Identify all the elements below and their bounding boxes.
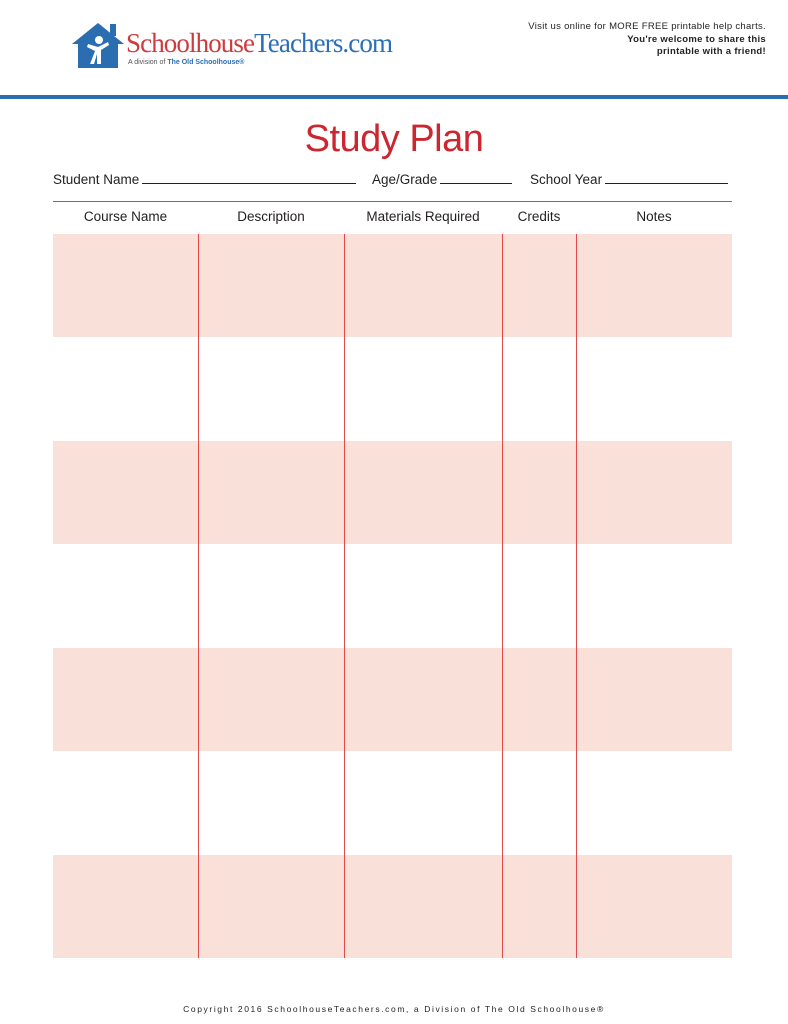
student-name-line[interactable] <box>142 170 356 184</box>
table-row[interactable] <box>53 234 732 337</box>
column-divider <box>502 234 503 958</box>
header-divider <box>0 95 788 99</box>
promo-line-2: You're welcome to share this <box>627 33 766 45</box>
table-header <box>53 209 732 229</box>
school-year-label: School Year <box>530 172 603 187</box>
copyright-footer: Copyright 2016 SchoolhouseTeachers.com, a Division of The Old Schoolhouse® <box>183 1004 605 1014</box>
schoolhouse-icon <box>70 20 126 70</box>
student-name-label: Student Name <box>53 172 140 187</box>
student-name-field[interactable] <box>53 170 356 187</box>
col-header-credits: Credits <box>517 209 561 224</box>
age-grade-line[interactable] <box>440 170 512 184</box>
site-logo[interactable] <box>70 20 430 72</box>
age-grade-field[interactable] <box>372 170 512 187</box>
promo-line-3: printable with a friend! <box>656 46 766 57</box>
table-row[interactable] <box>53 855 732 958</box>
logo-tagline: A division of The Old Schoolhouse® <box>128 59 245 66</box>
promo-text <box>466 21 766 59</box>
study-plan-table <box>53 234 732 958</box>
page-title: Study Plan <box>304 118 484 160</box>
column-divider <box>198 234 199 958</box>
table-row[interactable] <box>53 648 732 751</box>
col-header-course-name: Course Name <box>83 209 168 224</box>
col-header-description: Description <box>237 209 305 224</box>
fields-divider <box>53 201 732 202</box>
column-divider <box>344 234 345 958</box>
promo-line-1: Visit us online for MORE FREE printable help charts. <box>528 21 766 32</box>
logo-wordmark: SchoolhouseTeachers.com <box>126 28 393 58</box>
column-divider <box>576 234 577 958</box>
col-header-notes: Notes <box>636 209 672 224</box>
school-year-field[interactable] <box>530 170 728 187</box>
col-header-materials-required: Materials Required <box>366 209 480 224</box>
age-grade-label: Age/Grade <box>372 172 438 187</box>
table-row[interactable] <box>53 441 732 544</box>
student-info-fields <box>53 170 733 190</box>
school-year-line[interactable] <box>605 170 728 184</box>
